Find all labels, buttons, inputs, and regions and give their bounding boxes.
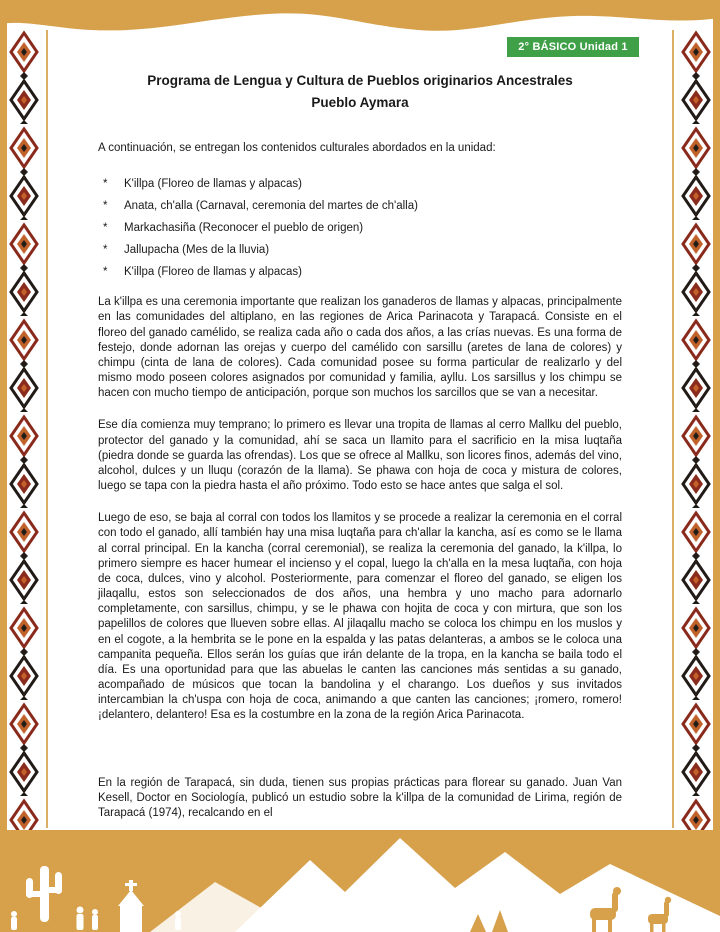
frame-left-edge <box>0 0 7 932</box>
list-item-text: Markachasiña (Reconocer el pueblo de origen) <box>124 222 364 235</box>
footer-illustration <box>0 830 720 932</box>
list-item <box>98 265 622 280</box>
andean-pattern-left-icon <box>7 28 41 830</box>
right-separator-line <box>672 30 674 828</box>
list-item-text: K'illpa (Floreo de llamas y alpacas) <box>124 266 302 279</box>
list-item <box>98 199 622 214</box>
list-item <box>98 243 622 258</box>
list-marker: * <box>103 200 108 213</box>
list-marker: * <box>103 244 108 257</box>
body-paragraph-1: La k'illpa es una ceremonia importante que realizan los ganaderos de llamas y alpacas, principalmente en las comunidades del altiplano, en las regiones de Arica Parinacota y Tarapacá. Consiste en el floreo del ganado camélido, se realiza cada año o cada dos años, a las crías nuevas. Es una forma de festejo, donde adornan las orejas y cuerpo del camélido con sarsillu (aretes de lana de colores) y chimpu (cinta de lana de colores). Cada comunidad posee su forma particular de realizarlo y del mismo modo poseen colores asignados por comunidad y familia, ayllu. Los sarsillus y los chimpu se hacen con mucho tiempo de anticipación, porque son muchos los sarcillos que se van a necesitar. <box>98 296 622 400</box>
andean-pattern-right-icon <box>679 28 713 830</box>
list-item-text: Jallupacha (Mes de la lluvia) <box>124 244 270 257</box>
list-item-text: Anata, ch'alla (Carnaval, ceremonia del martes de ch'alla) <box>124 200 418 213</box>
left-separator-line <box>46 30 48 828</box>
list-marker: * <box>103 266 108 279</box>
unit-badge: 2° BÁSICO Unidad 1 <box>506 36 640 58</box>
list-marker: * <box>103 222 108 235</box>
body-paragraph-3: Luego de eso, se baja al corral con todos los llamitos y se procede a realizar la ceremonia en el corral con todo el ganado, allí también hay una misa luqtaña para ch'allar la kancha, así es como se le llama al corral principal. En la kancha (corral ceremonial), se realiza la ceremonia del ganado, la k'illpa, lo primero siempre es hacer humear el incienso y el copal, luego la ch'alla en la mesa luqtaña, con hoja de coca, dulces, vino y alcohol. Posteriormente, para comenzar el floreo del ganado, se eligen los jilaqallu, estos son seleccionados de dos años, una hembra y uno macho para adornarlo completamente, con sarsillus, chimpu, y se le phawa con hojita de coca y con mirtura, que son los papelillos de colores que llueven sobre ellas. Al jilaqallu macho se coloca los chimpu en los muslos y en el cogote, a la hembrita se le pone en la espalda y las patas delanteras, a ambos se le coloca una campanita pequeña. Ellos serán los guías que irán delante de la tropa, en la kancha se baila todo el día. Es una oportunidad para que las abuelas le canten las canciones más sentidas a su ganado, acompañado de músicos que tocan la bandolina y el charango. Los dueños y sus invitados intercambian la ch'uspa con hoja de coca, animando a que canten las canciones; ¡romero, romero! ¡delantero, delantero! Esa es la costumbre en la zona de la región Arica Parinacota. <box>98 512 622 722</box>
list-item <box>98 177 622 192</box>
list-marker: * <box>103 178 108 191</box>
page-title: Programa de Lengua y Cultura de Pueblos originarios Ancestrales <box>147 73 573 88</box>
document-content <box>98 70 622 821</box>
contents-list <box>98 177 622 280</box>
intro-text: A continuación, se entregan los contenidos culturales abordados en la unidad: <box>98 141 496 154</box>
page-subtitle: Pueblo Aymara <box>311 95 409 111</box>
frame-right-edge <box>713 0 720 932</box>
body-paragraph-4: En la región de Tarapacá, sin duda, tienen sus propias prácticas para florear su ganado. Juan Van Kesell, Doctor en Sociología, publicó un estudio sobre la k'illpa de la comunidad de Lirima, región de Tarapacá (1974), recalcando en el <box>98 776 622 819</box>
list-item-text: K'illpa (Floreo de llamas y alpacas) <box>124 178 302 191</box>
list-item <box>98 221 622 236</box>
body-paragraph-2: Ese día comienza muy temprano; lo primero es llevar una tropita de llamas al cerro Mallku del pueblo, protector del ganado y la comunidad, ahí se saca un llamito para el sacrificio en la misa luqtaña (piedra donde se guarda las ofrendas). Los que se ofrece al Mallku, son licores finos, además del vino, alcohol, dulces y un lluqu (corazón de la llama). Se phawa con hoja de coca y mistura de colores, luego se tapa con la piedra hasta el año próximo. Todo esto se hace antes que salga el sol. <box>98 419 622 493</box>
